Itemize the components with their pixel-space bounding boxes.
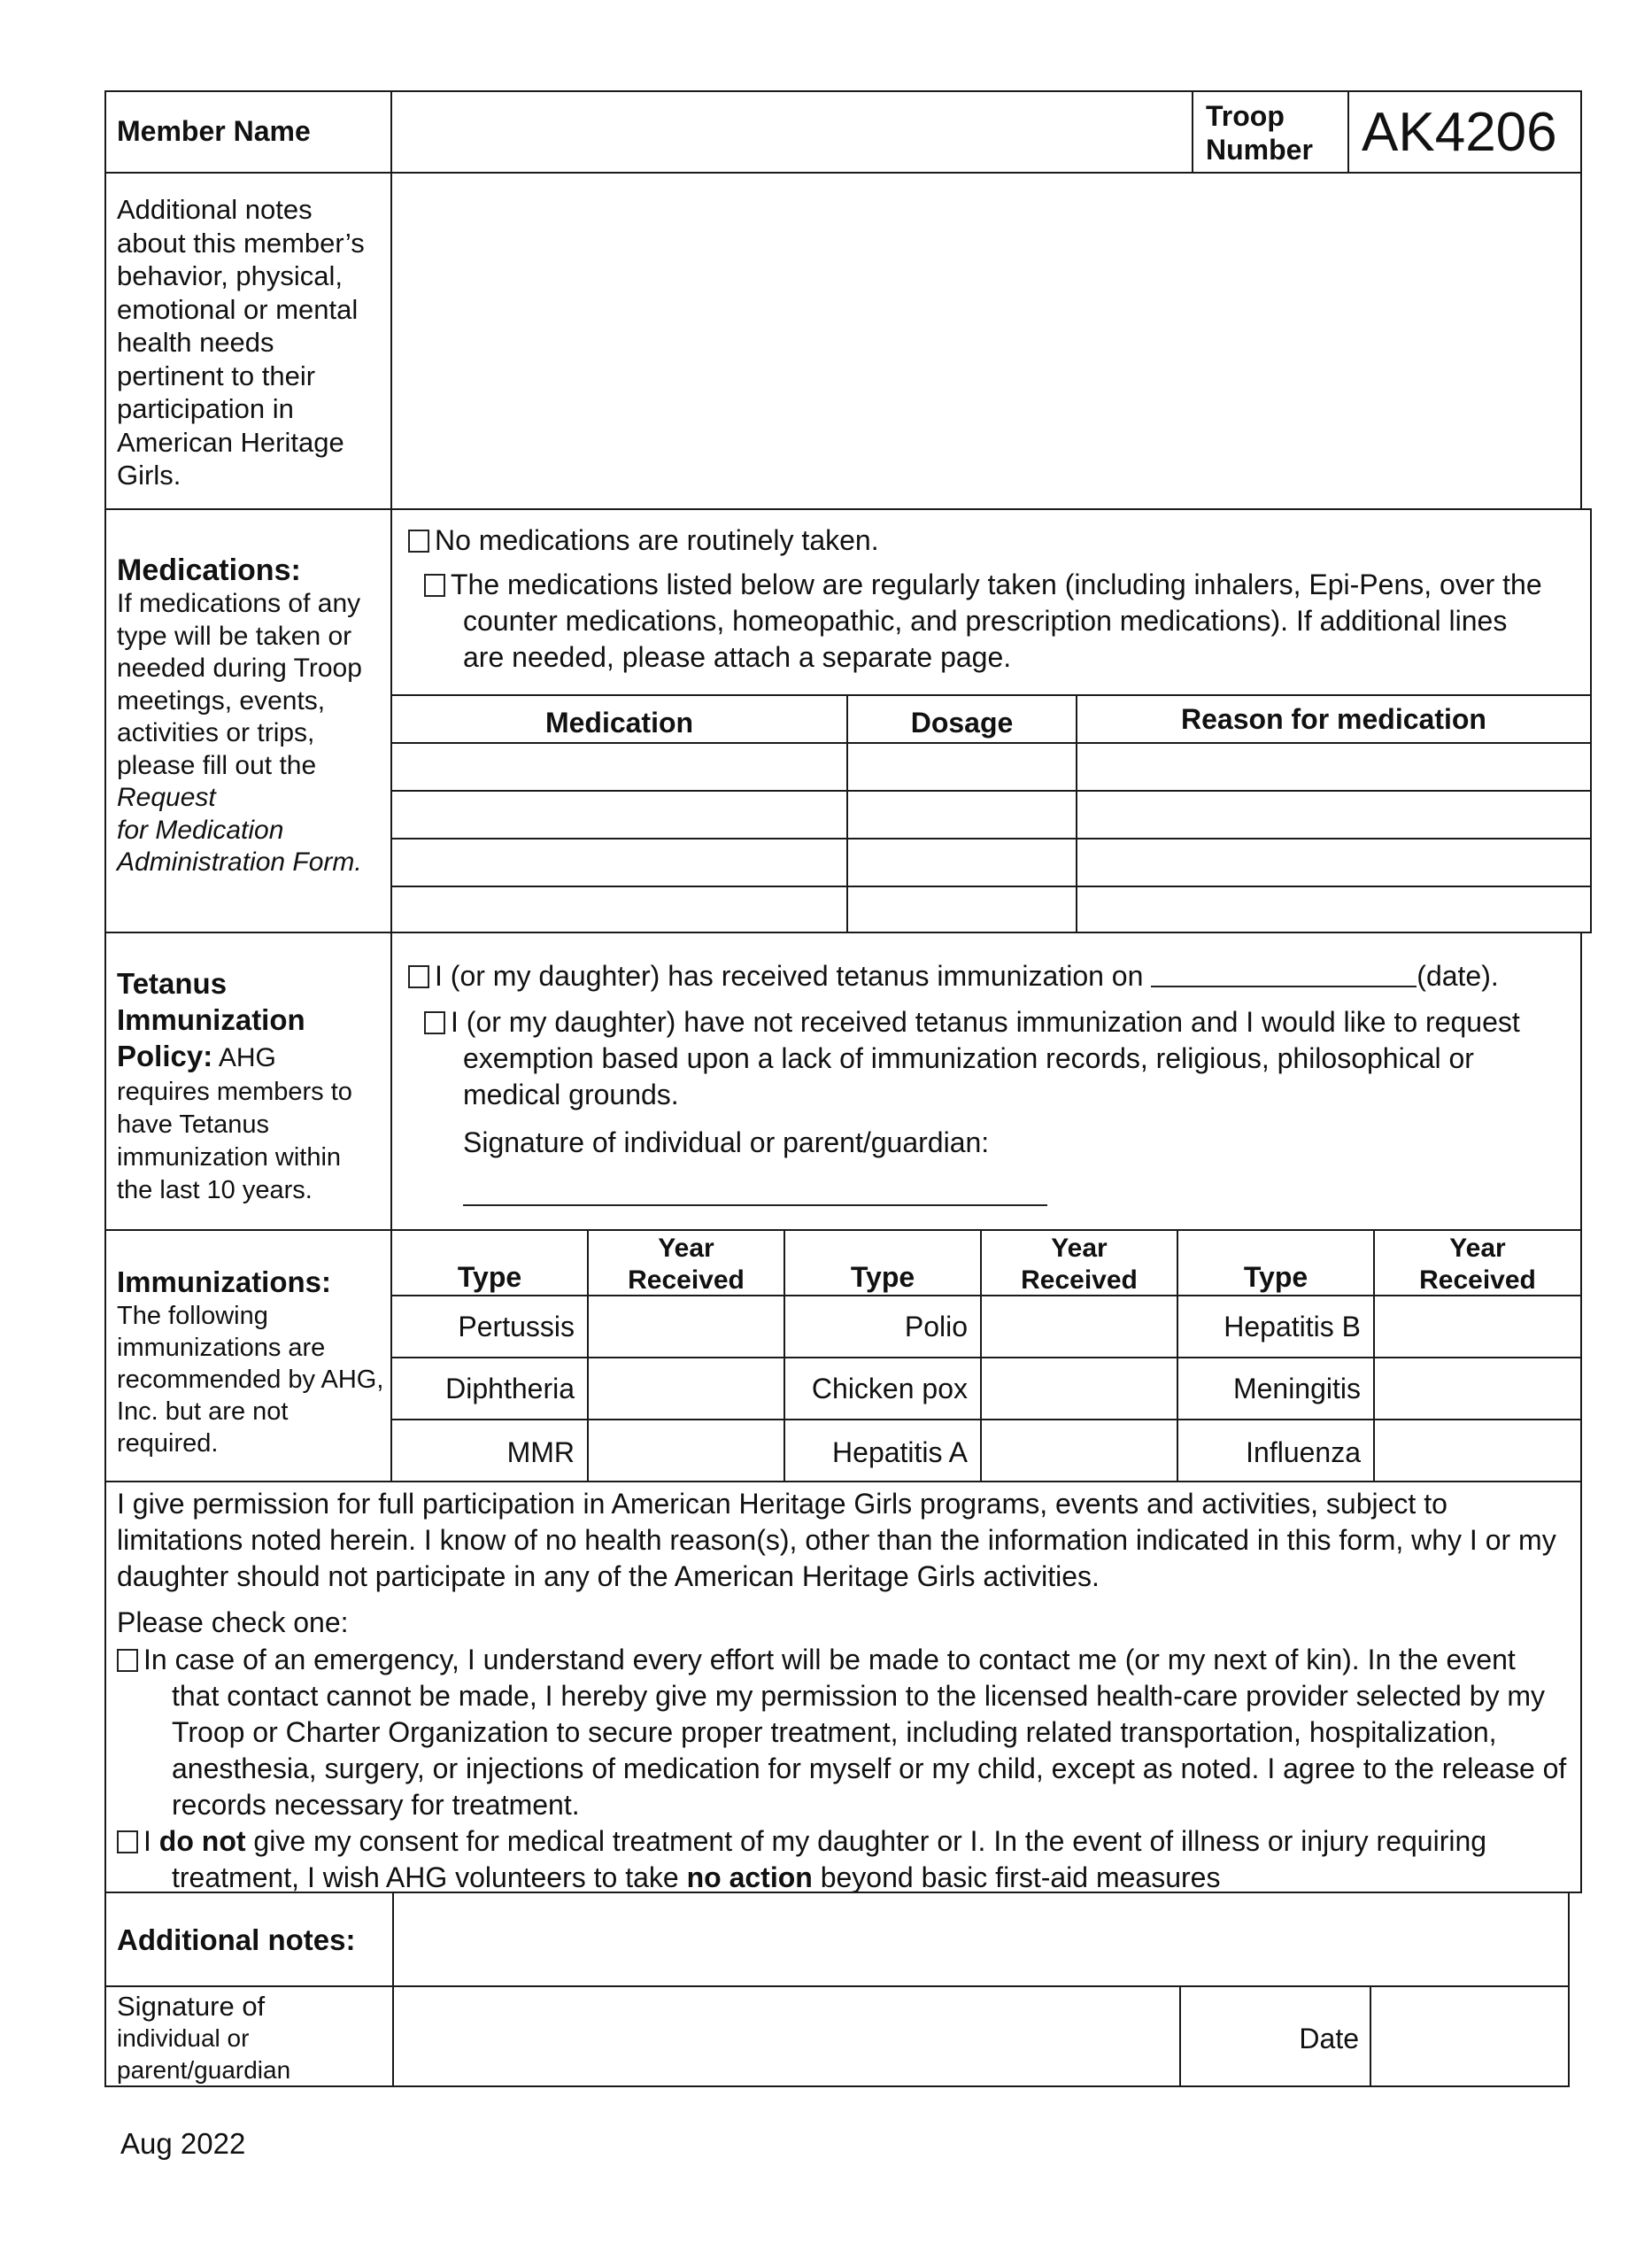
type-value: Hepatitis B [1224,1311,1361,1342]
immunization-type [784,1295,982,1358]
immunization-type [1177,1419,1375,1482]
tetanus-signature-label: Signature of individual or parent/guardian: [463,1126,990,1158]
option-none-text: No medications are routinely taken. [435,524,879,556]
col-reason: Reason for medication [1181,703,1486,735]
troop-number-field[interactable] [1347,90,1582,174]
troop-label-line1: Troop [1206,100,1285,132]
member-name-label: Member Name [117,115,311,147]
reason-input[interactable] [1076,790,1592,839]
checkbox-icon[interactable] [408,965,429,988]
medication-option-listed[interactable] [408,567,1550,676]
option-exempt-text: I (or my daughter) have not received tetanus immunization and I would like to request exemption based upon a lack of immunization records, religious, philosophical or medical grounds. [451,1006,1520,1110]
signature-label-1: Signature of [117,1991,266,2022]
medication-form-name-2: for Medication [117,815,284,845]
year-received-input[interactable] [980,1357,1178,1420]
permission-cell [104,1481,1582,1893]
year-received-input[interactable] [587,1295,785,1358]
checkbox-icon[interactable] [424,1011,445,1034]
year-received-input[interactable] [1373,1357,1582,1420]
consent-option-text: In case of an emergency, I understand every effort will be made to contact me (or my next of kin). In the event that contact cannot be made, I hereby give my permission to the licensed health-care provider selected by my Troop or Charter Organization to secure proper treatment, including related transportation, hospitalization, anesthesia, surgery, or injections of medication for myself or my child, except as noted. I agree to the release of records necessary for treatment. [143,1644,1567,1821]
signature-label-3: parent/guardian [117,2056,291,2084]
medications-title: Medications: [117,553,301,587]
troop-label-line2: Number [1206,134,1313,166]
date-label-cell [1179,1985,1371,2087]
please-check-one: Please check one: [117,1606,349,1638]
additional-notes-label-cell [104,1892,394,1987]
col-year-1: Year [1051,1234,1108,1263]
no-consent-bold-2: no action [686,1861,813,1893]
medication-col-header [390,694,848,744]
signature-field[interactable] [392,1985,1181,2087]
col-type: Type [457,1261,522,1293]
signature-label [117,1991,290,2086]
col-year-2: Received [1021,1265,1138,1295]
medication-input[interactable] [390,838,848,887]
year-col-header-1 [587,1229,785,1296]
year-received-input[interactable] [980,1295,1178,1358]
checkbox-icon[interactable] [117,1649,138,1672]
tetanus-signature-line[interactable] [463,1203,1047,1206]
signature-label-cell [104,1985,394,2087]
type-col-header-3 [1177,1229,1375,1296]
year-received-input[interactable] [587,1419,785,1482]
dosage-input[interactable] [846,838,1077,887]
immunization-table [390,1229,1582,1482]
immunization-type [390,1419,589,1482]
immunization-type [1177,1357,1375,1420]
immunization-type [784,1419,982,1482]
immunizations-label-cell [104,1229,392,1482]
dosage-input[interactable] [846,886,1077,933]
year-col-header-3 [1373,1229,1582,1296]
year-received-input[interactable] [1373,1295,1582,1358]
option-received-text: I (or my daughter) has received tetanus immunization on [435,960,1144,992]
medication-table [390,694,1592,933]
reason-col-header [1076,694,1592,744]
date-suffix: (date). [1417,960,1499,992]
reason-input[interactable] [1076,742,1592,792]
col-year-2: Received [628,1265,745,1295]
tetanus-label-cell [104,932,392,1231]
additional-notes-field[interactable] [392,1892,1570,1987]
medication-form-name-1: Request [117,783,216,812]
member-notes-field[interactable] [390,172,1582,510]
dosage-input[interactable] [846,790,1077,839]
type-value: Diphtheria [445,1373,575,1404]
type-value: Pertussis [458,1311,575,1342]
col-medication: Medication [544,707,694,739]
tetanus-option-exempt[interactable] [408,1004,1559,1113]
no-consent-option[interactable] [117,1823,1569,1896]
immunizations-description: The following immunizations are recommended by AHG, Inc. but are not required. [117,1302,384,1458]
year-received-input[interactable] [1373,1419,1582,1482]
revision-date: Aug 2022 [120,2127,246,2160]
member-name-field[interactable] [390,90,1193,174]
type-value: Meningitis [1232,1373,1361,1404]
additional-notes-label: Additional notes: [117,1923,356,1956]
tetanus-description: requires members to have Tetanus immunization within the last 10 years. [117,1078,352,1204]
consent-option[interactable] [117,1642,1569,1823]
year-col-header-2 [980,1229,1178,1296]
immunizations-title: Immunizations: [117,1265,332,1298]
year-received-input[interactable] [980,1419,1178,1482]
date-field[interactable] [1370,1985,1570,2087]
year-received-input[interactable] [587,1357,785,1420]
tetanus-option-received[interactable] [408,958,1577,994]
no-consent-bold-1: do not [158,1825,246,1857]
checkbox-icon[interactable] [424,574,445,597]
tetanus-title-3: Policy: [117,1040,213,1072]
no-consent-text-1: I [143,1825,159,1857]
tetanus-policy-line [117,1038,382,1076]
type-value: Polio [904,1311,968,1342]
troop-label [1206,99,1313,166]
medications-label [117,553,382,879]
type-value: Influenza [1246,1436,1361,1468]
immunization-type [390,1357,589,1420]
date-label: Date [1299,2023,1359,2054]
option-listed-text: The medications listed below are regularly taken (including inhalers, Epi-Pens, over the counter medications, homeopathic, and prescription medications). If additional lines are needed, please attach a separate page. [451,569,1542,673]
type-value: Chicken pox [811,1373,968,1404]
col-year-2: Received [1419,1265,1536,1295]
medications-description: If medications of any type will be taken or needed during Troop meetings, events, activities or trips, please fill out the [117,589,362,780]
tetanus-label [117,965,382,1207]
col-year [982,1233,1177,1296]
dosage-col-header [846,694,1077,744]
member-name-label-cell [104,90,392,174]
medication-input[interactable] [390,790,848,839]
type-col-header-2 [784,1229,982,1296]
medication-form-name-3: Administration Form. [117,847,362,877]
col-dosage: Dosage [910,707,1014,739]
col-year [1375,1233,1580,1296]
medications-label-cell [104,508,392,933]
no-consent-text-2: give my consent for medical treatment of my daughter or I. In the event of illness or injury requiring treatment, I wish AHG volunteers to take [172,1825,1487,1893]
signature-label-2: individual or [117,2024,250,2052]
troop-number-label-cell [1192,90,1349,174]
checkbox-icon[interactable] [117,1830,138,1853]
permission-statement: I give permission for full participation in American Heritage Girls programs, events and activities, subject to limitations noted herein. I know of no health reason(s), other than the information indicated in this form, why I or my daughter should not participate in any of the American Heritage Girls activities. [117,1488,1556,1592]
medication-input[interactable] [390,742,848,792]
checkbox-icon[interactable] [408,530,429,553]
col-year-1: Year [1449,1234,1506,1263]
tetanus-content-cell [390,932,1582,1231]
dosage-input[interactable] [846,742,1077,792]
col-type: Type [1243,1261,1308,1293]
member-notes-label: Additional notes about this member’s behavior, physical, emotional or mental health needs pertinent to their participation in American Heritage Girls. [117,194,365,491]
medication-input[interactable] [390,886,848,933]
tetanus-title-1: Tetanus [117,967,228,1000]
reason-input[interactable] [1076,838,1592,887]
tetanus-date-field[interactable] [1151,959,1417,987]
member-notes-label-cell [104,172,392,510]
type-value: MMR [506,1436,575,1468]
type-value: Hepatitis A [832,1436,968,1468]
col-year-1: Year [658,1234,714,1263]
troop-number-value: AK4206 [1362,102,1557,163]
no-consent-text-3: beyond basic first-aid measures [812,1861,1221,1893]
col-type: Type [850,1261,915,1293]
immunization-type [784,1357,982,1420]
tetanus-title-suffix: AHG [212,1043,276,1072]
type-col-header-1 [390,1229,589,1296]
reason-input[interactable] [1076,886,1592,933]
col-year [589,1233,784,1296]
immunizations-label [117,1265,391,1459]
immunization-type [1177,1295,1375,1358]
tetanus-title-2: Immunization [117,1003,305,1036]
immunization-type [390,1295,589,1358]
medication-option-none[interactable] [408,522,1568,559]
